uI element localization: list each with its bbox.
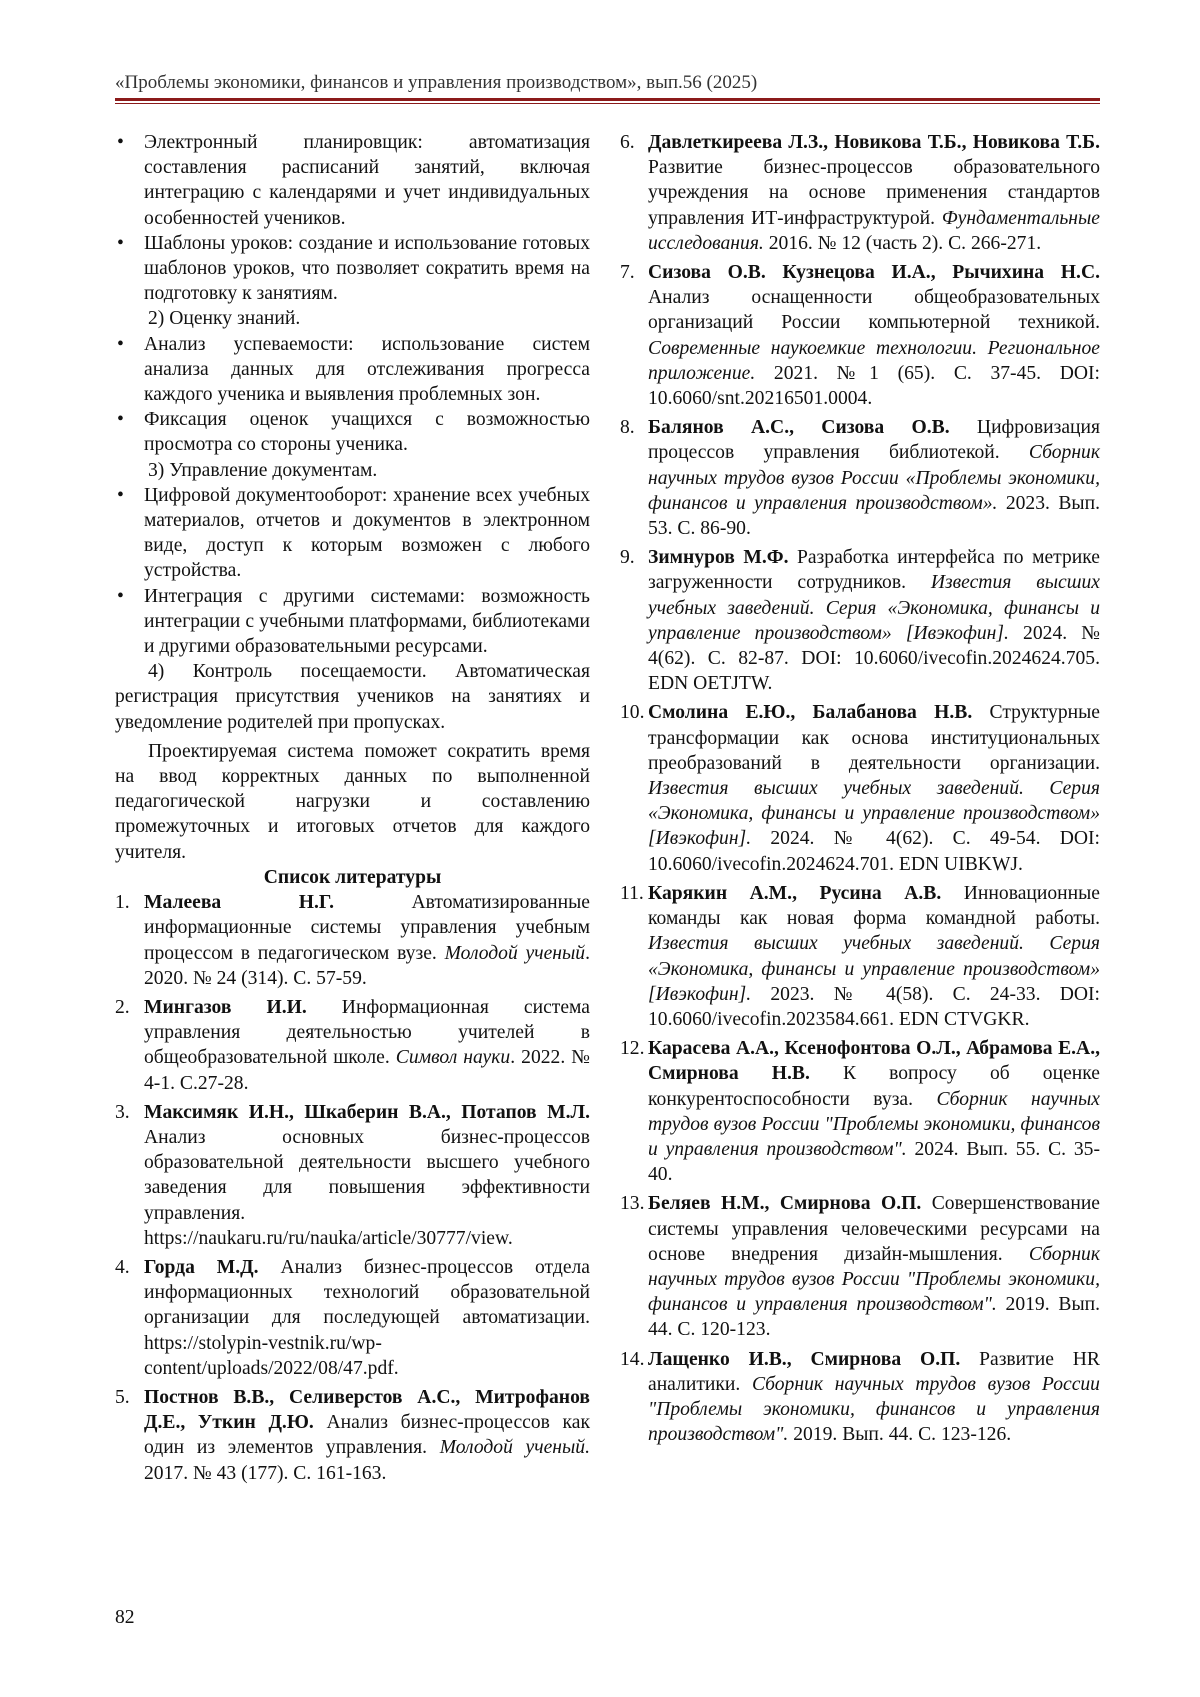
reference-item (115, 1255, 590, 1381)
reference-source: Современные наукоемкие технологии. Региональное приложение. (648, 337, 1100, 384)
reference-title: Развитие HR аналитики. (648, 1348, 1100, 1395)
bullet-item: • Шаблоны уроков: создание и использование готовых шаблонов уроков, что позволяет сократить время на подготовку к занятиям. (117, 232, 590, 305)
reference-details: 2024. № 4(62). С. 82-87. DOI: 10.6060/ivecofin.2024624.705. EDN OETJTW. (648, 622, 1100, 695)
bullet-group-c (115, 483, 590, 659)
reference-details: . 2022. № 4-1. С.27-28. (144, 1047, 590, 1094)
reference-number: 2. (115, 996, 130, 1018)
reference-number: 12. (620, 1038, 645, 1060)
reference-authors: Лащенко И.В., Смирнова О.П. (648, 1348, 961, 1370)
reference-title: К вопросу об оценке конкурентоспособности вуза. (648, 1063, 1101, 1110)
references-list-right (620, 130, 1100, 1447)
reference-item (620, 545, 1100, 696)
bullet-item: • Фиксация оценок учащихся с возможностью просмотра со стороны ученика. (117, 409, 590, 456)
subsection-3: 3) Управление документам. (148, 459, 378, 481)
subsection-2: 2) Оценку знаний. (148, 308, 301, 330)
reference-authors: Смолина Е.Ю., Балабанова Н.В. (648, 702, 973, 724)
reference-source: Известия высших учебных заведений. Серия «Экономика, финансы и управление производством» [Ивэкофин]. (648, 572, 1100, 644)
bullet-icon: • (117, 585, 124, 607)
reference-source: Сборник научных трудов вузов России «Проблемы экономики, финансов и управления производством». (648, 442, 1100, 514)
reference-title: Анализ оснащенности общеобразовательных организаций России компьютерной техникой. (648, 287, 1100, 334)
reference-authors: Сизова О.В. Кузнецова И.А., Рычихина Н.С. (648, 262, 1100, 284)
reference-number: 7. (620, 262, 635, 284)
bullet-item: • Цифровой документооборот: хранение всех учебных материалов, отчетов и документов в электронном виде, доступ к которым возможен с любого устройства. (117, 484, 590, 582)
reference-details: 2021. №1 (65). С. 37-45. DOI: 10.6060/snt.20216501.0004. (648, 362, 1100, 410)
reference-title: Анализ основных бизнес-процессов образовательной деятельности высшего учебного заведения для повышения эффективности управления. https://naukaru.ru/ru/nauka/article/30777/view. (144, 1126, 590, 1249)
reference-details: 2019. Вып. 44. С. 120-123. (648, 1294, 1100, 1341)
reference-title: Анализ бизнес-процессов отдела информационных технологий образовательной организации для последующей автоматизации. https://stolypin-vestnik.ru/wp-content/uploads/2022/08/47.pdf. (144, 1256, 591, 1379)
reference-source: Сборник научных трудов вузов России "Проблемы экономики, финансов и управления производством". (648, 1088, 1100, 1160)
running-header: «Проблемы экономики, финансов и управления производством», вып.56 (2025) (115, 72, 758, 93)
reference-item (115, 995, 590, 1096)
reference-number: 3. (115, 1101, 130, 1123)
reference-details: . 2020. № 24 (314). С. 57-59. (144, 942, 590, 989)
reference-item (620, 415, 1100, 541)
bullet-icon: • (117, 333, 124, 355)
bullet-icon: • (117, 409, 124, 431)
reference-source: Сборник научных трудов вузов России "Проблемы экономики, финансов и управления производством". (648, 1373, 1100, 1446)
references-heading: Список литературы (263, 866, 442, 888)
reference-source: Символ науки (395, 1047, 511, 1069)
reference-title: Совершенствование системы управления человеческими ресурсами на основе внедрения дизайн-мышления. (648, 1193, 1100, 1265)
reference-authors: Давлеткиреева Л.З., Новикова Т.Б., Новикова Т.Б. (648, 132, 1100, 153)
bullet-item: • Электронный планировщик: автоматизация составления расписаний занятий, включая интеграцию с календарями и учет индивидуальных особенностей учеников. (117, 132, 590, 229)
reference-item (620, 1036, 1100, 1187)
reference-authors: Балянов А.С., Сизова О.В. (648, 417, 950, 439)
bullet-item: • Анализ успеваемости: использование систем анализа данных для отслеживания прогресса каждого ученика и выявления проблемных зон. (117, 333, 590, 406)
reference-source: Молодой ученый. (439, 1437, 590, 1459)
reference-details: 2016. № 12 (часть 2). С. 266-271. (763, 232, 1042, 254)
left-column (115, 130, 590, 1490)
reference-title: Анализ бизнес-процессов как один из элементов управления. (144, 1412, 590, 1459)
reference-details: 2019. Вып. 44. С. 123-126. (788, 1424, 1012, 1446)
reference-authors: Горда М.Д. (144, 1256, 259, 1278)
reference-number: 4. (115, 1256, 130, 1278)
reference-number: 11. (620, 882, 644, 904)
reference-item (115, 890, 590, 991)
reference-number: 14. (620, 1348, 645, 1370)
reference-title: Информационная система управления деятельностью учителей в общеобразовательной школе. (144, 996, 590, 1069)
reference-item (620, 130, 1100, 256)
bullet-group-b (115, 332, 590, 458)
reference-number: 8. (620, 417, 635, 439)
reference-authors: Карякин А.М., Русина А.В. (648, 882, 942, 904)
reference-number: 1. (115, 892, 130, 914)
reference-item (115, 1385, 590, 1486)
reference-title: Разработка интерфейса по метрике загруженности сотрудников. (648, 547, 1100, 594)
right-column (620, 130, 1100, 1451)
reference-authors: Карасева А.А., Ксенофонтова О.Л., Абрамова Е.А., Смирнова Н.В. (648, 1038, 1100, 1085)
reference-title: Структурные трансформации как основа институциональных преобразований в деятельности организации. (648, 702, 1100, 774)
reference-title: Инновационные команды как новая форма командной работы. (648, 882, 1100, 930)
reference-authors: Мингазов И.И. (144, 996, 307, 1018)
bullet-icon: • (117, 484, 124, 506)
subsection-4: 4) Контроль посещаемости. Автоматическая регистрация присутствия учеников на занятиях и уведомление родителей при пропусках. (115, 661, 590, 733)
reference-authors: Максимяк И.Н., Шкаберин В.А., Потапов М.Л. (144, 1101, 590, 1123)
bullet-group-a (115, 130, 590, 306)
reference-authors: Постнов В.В., Селиверстов А.С., Митрофанов Д.Е., Уткин Д.Ю. (144, 1386, 590, 1434)
references-list-left (115, 890, 590, 1486)
reference-number: 5. (115, 1386, 130, 1408)
reference-title: Автоматизированные информационные системы управления учебным процессом в педагогическом вузе. (144, 892, 590, 964)
reference-source: Фундаментальные исследования. (648, 207, 1100, 254)
reference-source: Сборник научных трудов вузов России "Проблемы экономики, финансов и управления производством". (648, 1243, 1100, 1316)
reference-title: Цифровизация процессов управления библиотекой. (648, 417, 1100, 464)
bullet-item: • Интеграция с другими системами: возможность интеграции с учебными платформами, библиотеками и другими образовательными ресурсами. (117, 585, 590, 658)
reference-details: 2024. Вып. 55. С. 35-40. (648, 1138, 1100, 1186)
reference-details: 2024. № 4(62). С. 49-54. DOI: 10.6060/ivecofin.2024624.701. EDN UIBKWJ. (648, 828, 1100, 875)
reference-number: 9. (620, 547, 635, 569)
bullet-icon: • (117, 132, 124, 153)
reference-authors: Малеева Н.Г. (144, 892, 335, 914)
reference-number: 6. (620, 132, 635, 153)
reference-details: 2023. № 4(58). С. 24-33. DOI: 10.6060/ivecofin.2023584.661. EDN CTVGKR. (648, 983, 1100, 1030)
reference-number: 13. (620, 1193, 645, 1215)
header-rule-thick (115, 98, 1100, 101)
reference-item (620, 1191, 1100, 1342)
reference-authors: Беляев Н.М., Смирнова О.П. (648, 1193, 922, 1215)
reference-source: Известия высших учебных заведений. Серия «Экономика, финансы и управление производством» [Ивэкофин]. (648, 778, 1100, 850)
reference-title: Развитие бизнес-процессов образовательного учреждения на основе применения стандартов управления ИТ-инфраструктурой. (648, 157, 1100, 229)
reference-authors: Зимнуров М.Ф. (648, 547, 789, 569)
reference-item (620, 1347, 1100, 1448)
reference-item (620, 260, 1100, 411)
reference-item (115, 1100, 590, 1251)
reference-number: 10. (620, 702, 645, 724)
reference-details: 2017. № 43 (177). С. 161-163. (144, 1462, 387, 1484)
reference-item (620, 881, 1100, 1032)
page-number: 82 (115, 1607, 135, 1628)
reference-source: Молодой ученый (444, 942, 586, 964)
header-rule-thin (115, 103, 1100, 104)
bullet-icon: • (117, 232, 124, 254)
reference-item (620, 700, 1100, 876)
reference-details: 2023. Вып. 53. С. 86-90. (648, 492, 1100, 540)
conclusion-paragraph: Проектируемая система поможет сократить время на ввод корректных данных по выполненной педагогической нагрузки и составлению промежуточных и итоговых отчетов для каждого учителя. (115, 740, 590, 863)
reference-source: Известия высших учебных заведений. Серия «Экономика, финансы и управление производством» [Ивэкофин]. (648, 933, 1100, 1005)
